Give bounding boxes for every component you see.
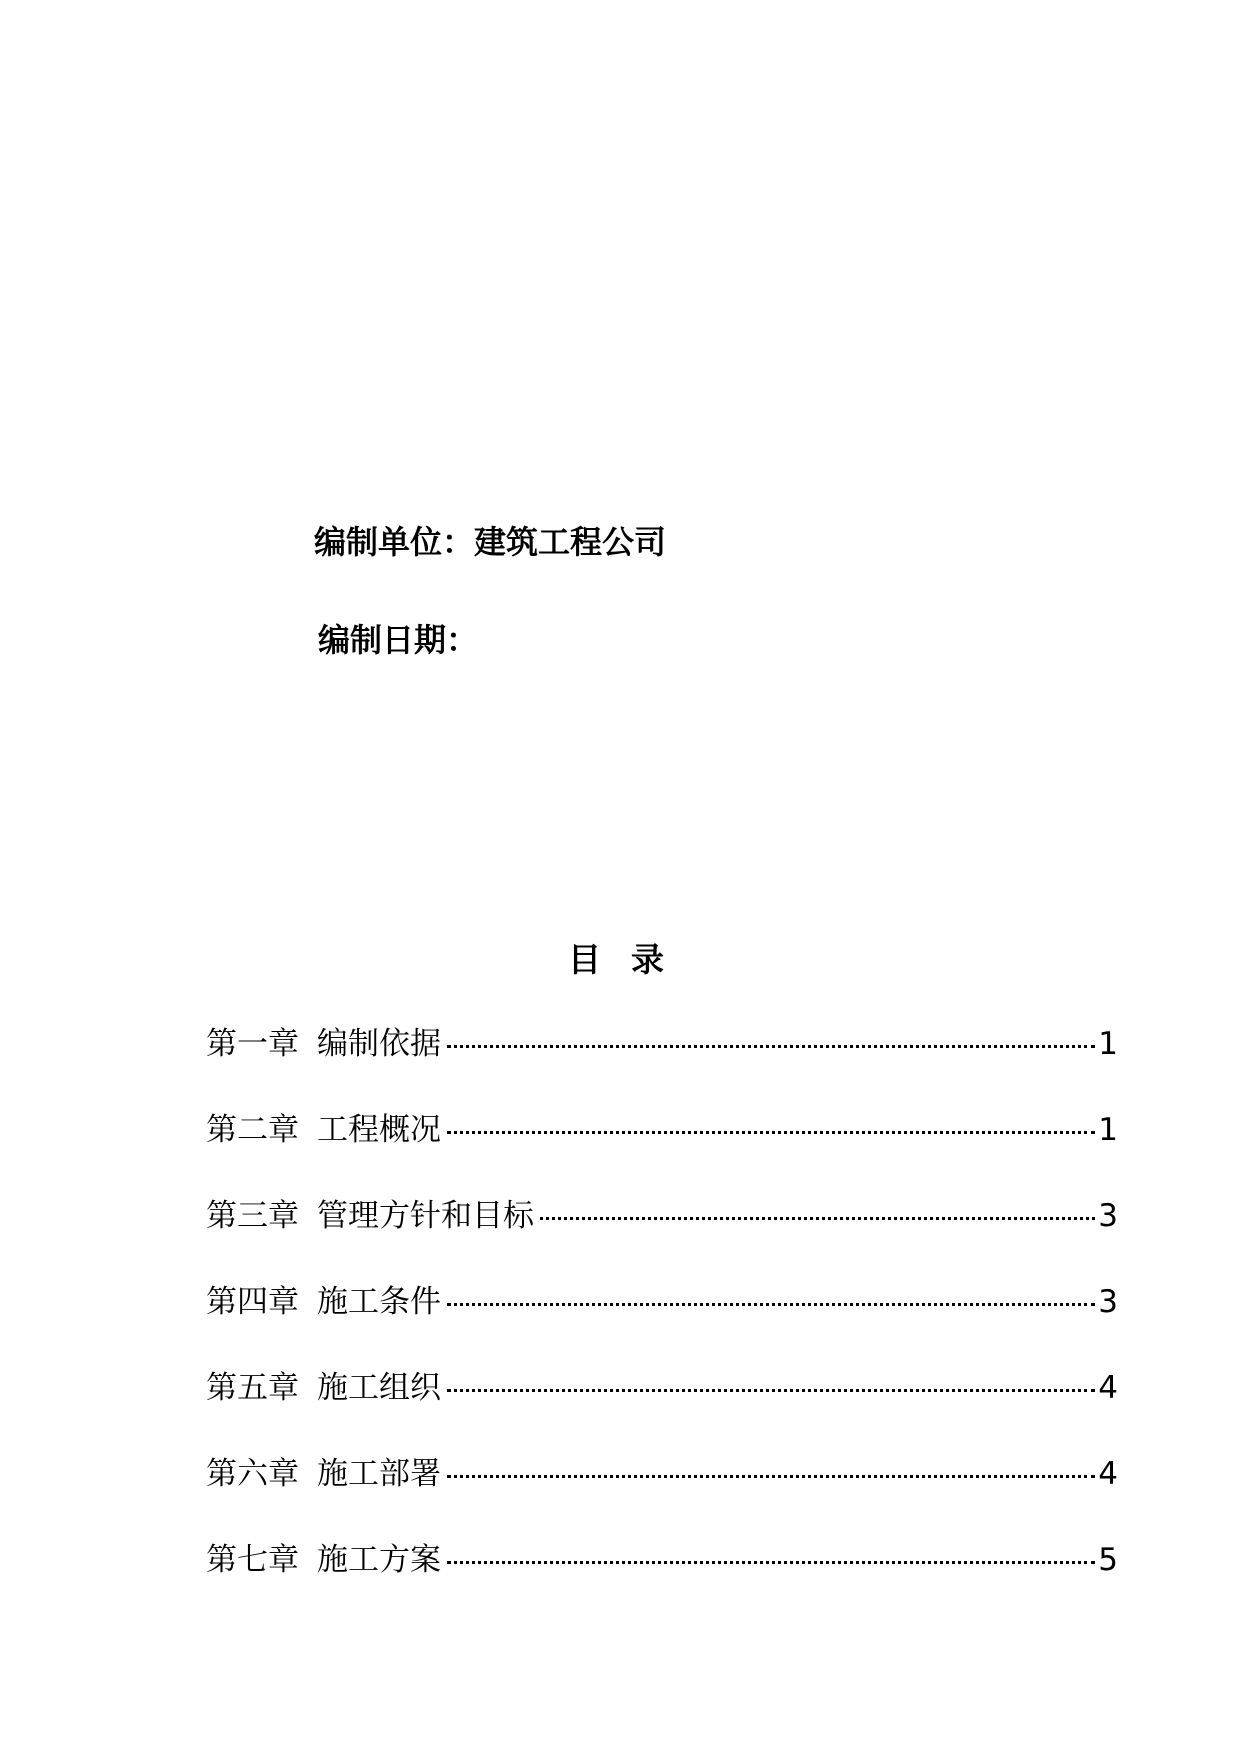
toc-leader-dots [447,1389,1095,1392]
toc-item-2[interactable] [206,1110,1118,1196]
toc-page-number: 3 [1098,1284,1118,1320]
toc-name: 施工组织 [317,1370,441,1406]
compiling-date: 编制日期： [318,621,479,659]
toc-page-number: 5 [1098,1542,1118,1578]
toc-chapter: 第一章 [206,1026,299,1062]
toc-name: 施工条件 [317,1284,441,1320]
toc-page-number: 4 [1098,1370,1118,1406]
toc-name: 管理方针和目标 [317,1198,534,1234]
toc-leader-dots [447,1303,1095,1306]
toc-page-number: 1 [1098,1112,1118,1148]
toc-item-7[interactable] [206,1540,1118,1626]
toc-chapter: 第二章 [206,1112,299,1148]
toc-page-number: 4 [1098,1456,1118,1492]
toc-chapter: 第四章 [206,1284,299,1320]
toc-page-number: 3 [1098,1198,1118,1234]
compiling-unit: 编制单位：建筑工程公司 [314,523,667,561]
toc-item-1[interactable] [206,1024,1118,1110]
toc-leader-dots [447,1475,1095,1478]
toc-page-number: 1 [1098,1026,1118,1062]
toc-chapter: 第七章 [206,1542,299,1578]
toc-name: 施工部署 [317,1456,441,1492]
table-of-contents [206,1024,1118,1626]
toc-title: 目录 [568,940,694,979]
toc-name: 工程概况 [317,1112,441,1148]
toc-name: 编制依据 [317,1026,441,1062]
toc-item-5[interactable] [206,1368,1118,1454]
toc-leader-dots [447,1561,1095,1564]
toc-item-4[interactable] [206,1282,1118,1368]
toc-leader-dots [540,1217,1095,1220]
toc-leader-dots [447,1131,1095,1134]
toc-item-6[interactable] [206,1454,1118,1540]
toc-item-3[interactable] [206,1196,1118,1282]
toc-chapter: 第三章 [206,1198,299,1234]
toc-chapter: 第六章 [206,1456,299,1492]
toc-name: 施工方案 [317,1542,441,1578]
toc-leader-dots [447,1045,1095,1048]
toc-chapter: 第五章 [206,1370,299,1406]
